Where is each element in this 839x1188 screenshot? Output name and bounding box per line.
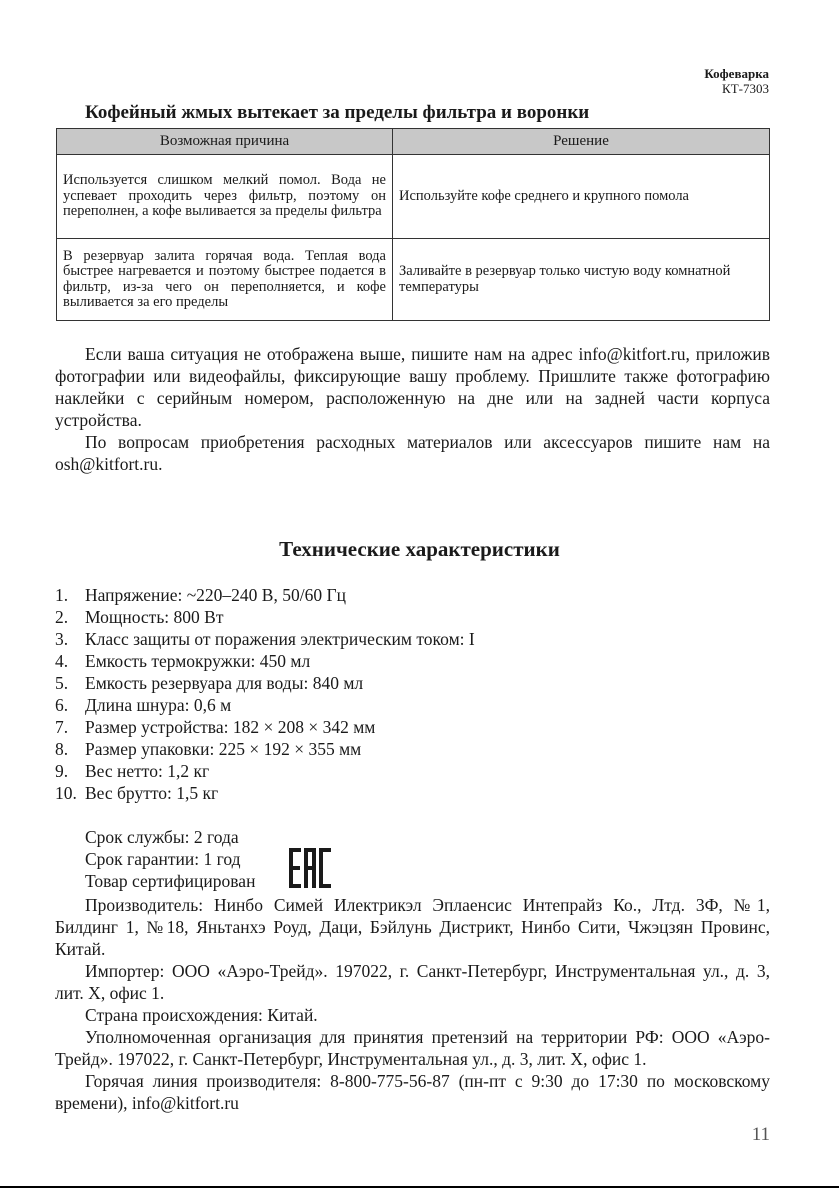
solution-cell: Заливайте в резервуар только чистую воду комнатной температуры [393,239,770,321]
importer-paragraph: Импортер: ООО «Аэро-Трейд». 197022, г. Санкт-Петербург, Инструментальная ул., д. 3, лит. Х, офис 1. [55,961,770,1003]
table-row [57,155,770,239]
hotline-paragraph: Горячая линия производителя: 8-800-775-56-87 (пн-пт с 9:30 до 17:30 по московскому времени), info@kitfort.ru [55,1071,770,1113]
terms-block [85,826,255,892]
list-item-text: Размер упаковки: 225 × 192 × 355 мм [85,739,362,759]
list-item [55,584,475,606]
list-item-text: Мощность: 800 Вт [85,607,224,627]
specs-list [55,584,475,804]
list-item-text: Емкость резервуара для воды: 840 мл [85,673,364,693]
list-item-number: 10. [55,783,77,803]
troubleshooting-table [56,128,770,321]
cause-cell: Используется слишком мелкий помол. Вода не успевает проходить через фильтр, поэтому он переполнен, а кофе выливается за пределы фильтра [57,155,393,239]
list-item-number: 3. [55,629,69,649]
contact-paragraph: Если ваша ситуация не отображена выше, пишите нам на адрес info@kitfort.ru, приложив фотографии или видеофайлы, фиксирующие вашу проблему. Пришлите также фотографию наклейки с серийным номером, расположенную на дне или на задней части корпуса устройства. [55,344,770,430]
warranty-period: Срок гарантии: 1 год [85,849,241,869]
table-row [57,239,770,321]
column-header-cause: Возможная причина [57,129,393,155]
list-item [55,716,475,738]
list-item-text: Емкость термокружки: 450 мл [85,651,311,671]
eac-certification-icon [289,848,331,888]
list-item [55,760,475,782]
list-item-text: Класс защиты от поражения электрическим током: I [85,629,475,649]
manufacturer-paragraph: Производитель: Нинбо Симей Илектрикэл Эплаенсис Интепрайз Ко., Лтд. 3Ф, №1, Билдинг 1, №18, Яньтанхэ Роуд, Даци, Бэйлунь Дистрикт, Нинбо Сити, Чжэцзян Провинс, Китай. [55,895,770,959]
list-item-number: 2. [55,607,69,627]
origin-paragraph: Страна происхождения: Китай. [85,1005,318,1025]
list-item-number: 4. [55,651,69,671]
list-item-text: Вес нетто: 1,2 кг [85,761,210,781]
list-item-text: Длина шнура: 0,6 м [85,695,232,715]
list-item-number: 8. [55,739,69,759]
accessories-paragraph: По вопросам приобретения расходных материалов или аксессуаров пишите нам на osh@kitfort.ru. [55,432,770,474]
specs-heading: Технические характеристики [279,537,560,561]
header-product-name: Кофеварка [704,66,769,81]
list-item-text: Напряжение: ~220–240 В, 50/60 Гц [85,585,346,605]
company-info-section [55,894,770,1114]
table-header-row [57,129,770,155]
troubleshooting-heading: Кофейный жмых вытекает за пределы фильтра и воронки [85,102,590,123]
list-item [55,782,475,804]
list-item-number: 6. [55,695,69,715]
list-item-text: Размер устройства: 182 × 208 × 342 мм [85,717,376,737]
list-item [55,738,475,760]
solution-cell: Используйте кофе среднего и крупного помола [393,155,770,239]
list-item [55,694,475,716]
certification-note: Товар сертифицирован [85,871,256,891]
claims-organization-paragraph: Уполномоченная организация для принятия претензий на территории РФ: ООО «Аэро-Трейд». 197022, г. Санкт-Петербург, Инструментальная ул., д. 3, лит. Х, офис 1. [55,1027,770,1069]
list-item-text: Вес брутто: 1,5 кг [85,783,219,803]
list-item-number: 1. [55,585,69,605]
service-life: Срок службы: 2 года [85,827,239,847]
page-number: 11 [751,1124,770,1145]
running-header [704,66,769,96]
list-item-number: 9. [55,761,69,781]
list-item-number: 7. [55,717,69,737]
header-model-number: КТ-7303 [722,81,769,96]
column-header-solution: Решение [393,129,770,155]
contact-section [55,343,770,475]
list-item [55,628,475,650]
list-item [55,650,475,672]
list-item-number: 5. [55,673,69,693]
list-item [55,672,475,694]
list-item [55,606,475,628]
cause-cell: В резервуар залита горячая вода. Теплая вода быстрее нагревается и поэтому быстрее подается в фильтр, из-за чего он переполняется, и кофе выливается за его пределы [57,239,393,321]
